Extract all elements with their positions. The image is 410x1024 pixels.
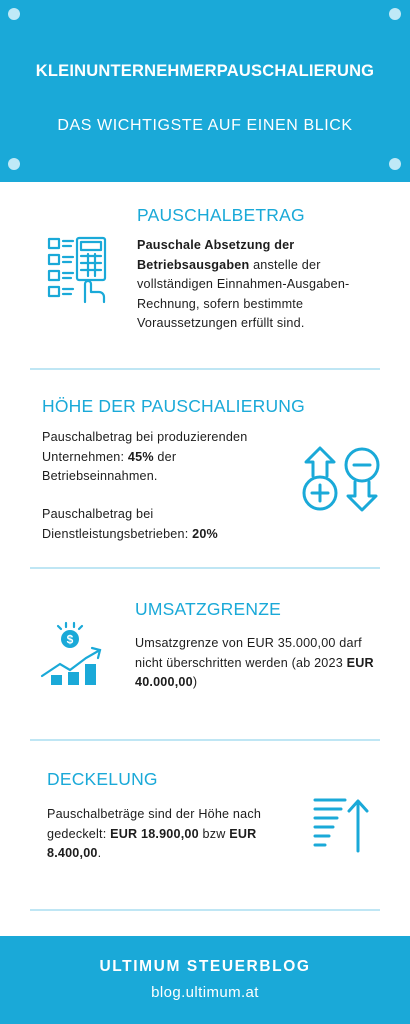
section-text-deckelung: Pauschalbeträge sind der Höhe nach gedeckelt: EUR 18.900,00 bzw EUR 8.400,00. [47,807,262,860]
section-text-umsatzgrenze: Umsatzgrenze von EUR 35.000,00 darf nicht überschritten werden (ab 2023 EUR 40.000,00) [135,636,374,689]
section-divider [30,368,380,370]
section-text-hoehe-dienstleistung: Pauschalbetrag bei Dienstleistungsbetrieben: 20% [42,507,218,541]
footer-banner [0,936,410,1024]
section-text-pauschalbetrag: Pauschale Absetzung der Betriebsausgaben anstelle der vollständigen Einnahmen-Ausgaben-Rechnung, sofern bestimmte Voraussetzungen erfüllt sind. [137,238,350,330]
corner-dot [8,158,20,170]
plus-minus-arrows-icon [300,444,384,514]
header-banner [0,0,410,182]
money-growth-chart-icon [40,620,106,688]
section-title-hoehe: HÖHE DER PAUSCHALIERUNG [42,396,305,416]
section-divider [30,739,380,741]
page-subtitle: DAS WICHTIGSTE AUF EINEN BLICK [57,117,353,134]
section-divider [30,909,380,911]
corner-dot [389,8,401,20]
section-text-hoehe-produzierend: Pauschalbetrag bei produzierenden Unternehmen: 45% der Betriebseinnahmen. [42,430,248,483]
page-title: KLEINUNTERNEHMERPAUSCHALIERUNG [35,62,375,80]
footer-brand: ULTIMUM STEUERBLOG [99,958,311,975]
section-title-deckelung: DECKELUNG [47,769,158,789]
calculator-icon [47,236,109,304]
sort-ascending-icon [312,796,372,854]
svg-text:$: $ [66,632,74,647]
footer-url-link[interactable]: blog.ultimum.at [151,984,259,1001]
corner-dot [389,158,401,170]
section-title-umsatzgrenze: UMSATZGRENZE [135,599,281,619]
section-title-pauschalbetrag: PAUSCHALBETRAG [137,205,305,225]
corner-dot [8,8,20,20]
section-divider [30,567,380,569]
